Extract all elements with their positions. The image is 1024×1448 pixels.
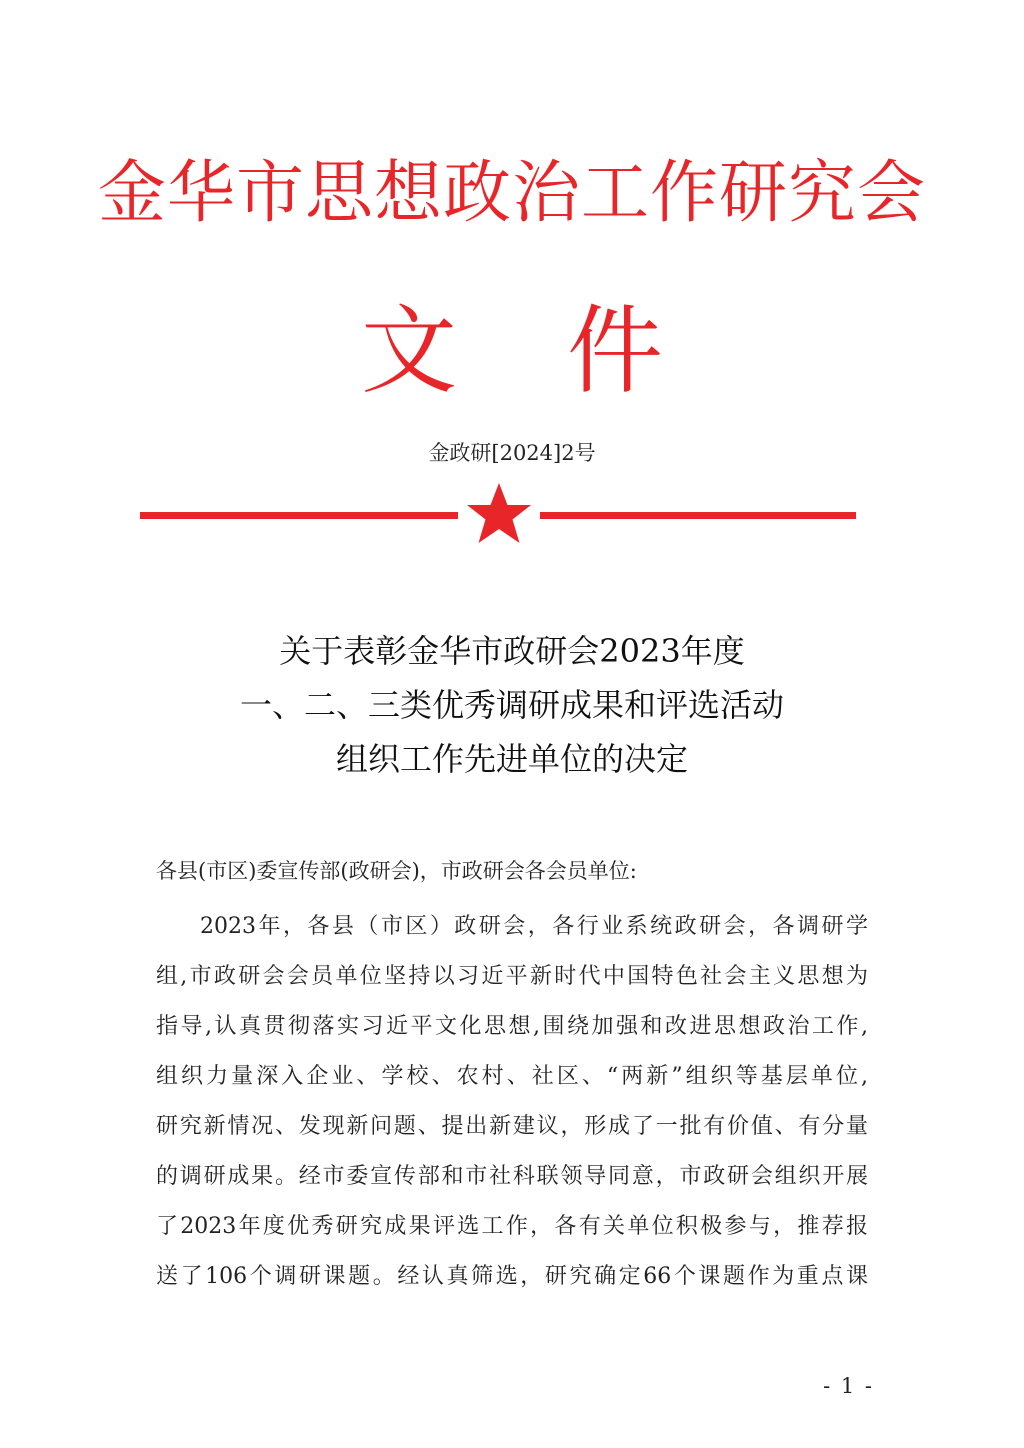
body-line: 组,市政研会会员单位坚持以习近平新时代中国特色社会主义思想为 <box>156 964 868 989</box>
heading-line: 一、二、三类优秀调研成果和评选活动 <box>239 686 784 724</box>
body-line: 2023年，各县（市区）政研会，各行业系统政研会，各调研学 <box>200 914 868 939</box>
org-title: 金华市思想政治工作研究会 <box>97 154 926 233</box>
body-paragraph <box>156 902 868 1302</box>
document-type-title <box>0 296 1024 406</box>
salutation: 各县(市区)委宣传部(政研会)，市政研会各会员单位: <box>156 859 637 883</box>
page-number: - 1 - <box>823 1374 874 1398</box>
decision-heading <box>0 624 1024 786</box>
body-line: 送了106个调研课题。经认真筛选，研究确定66个课题作为重点课 <box>156 1264 868 1289</box>
body-line: 组织力量深入企业、学校、农村、社区、“两新”组织等基层单位, <box>156 1064 868 1089</box>
heading-line: 组织工作先进单位的决定 <box>335 740 688 778</box>
doc-type-char: 件 <box>567 295 663 407</box>
body-line: 指导,认真贯彻落实习近平文化思想,围绕加强和改进思想政治工作, <box>156 1014 868 1039</box>
document-number: 金政研[2024]2号 <box>428 441 596 465</box>
body-line: 的调研成果。经市委宣传部和市社科联领导同意，市政研会组织开展 <box>156 1164 868 1189</box>
divider-line-left <box>140 512 458 519</box>
divider-line-right <box>540 512 856 519</box>
red-divider <box>0 0 1024 560</box>
star-icon <box>467 483 531 543</box>
doc-type-char: 文 <box>361 295 457 407</box>
body-line: 了2023年度优秀研究成果评选工作，各有关单位积极参与，推荐报 <box>156 1214 868 1239</box>
heading-line: 关于表彰金华市政研会2023年度 <box>279 632 745 670</box>
body-line: 研究新情况、发现新问题、提出新建议，形成了一批有价值、有分量 <box>156 1114 868 1139</box>
